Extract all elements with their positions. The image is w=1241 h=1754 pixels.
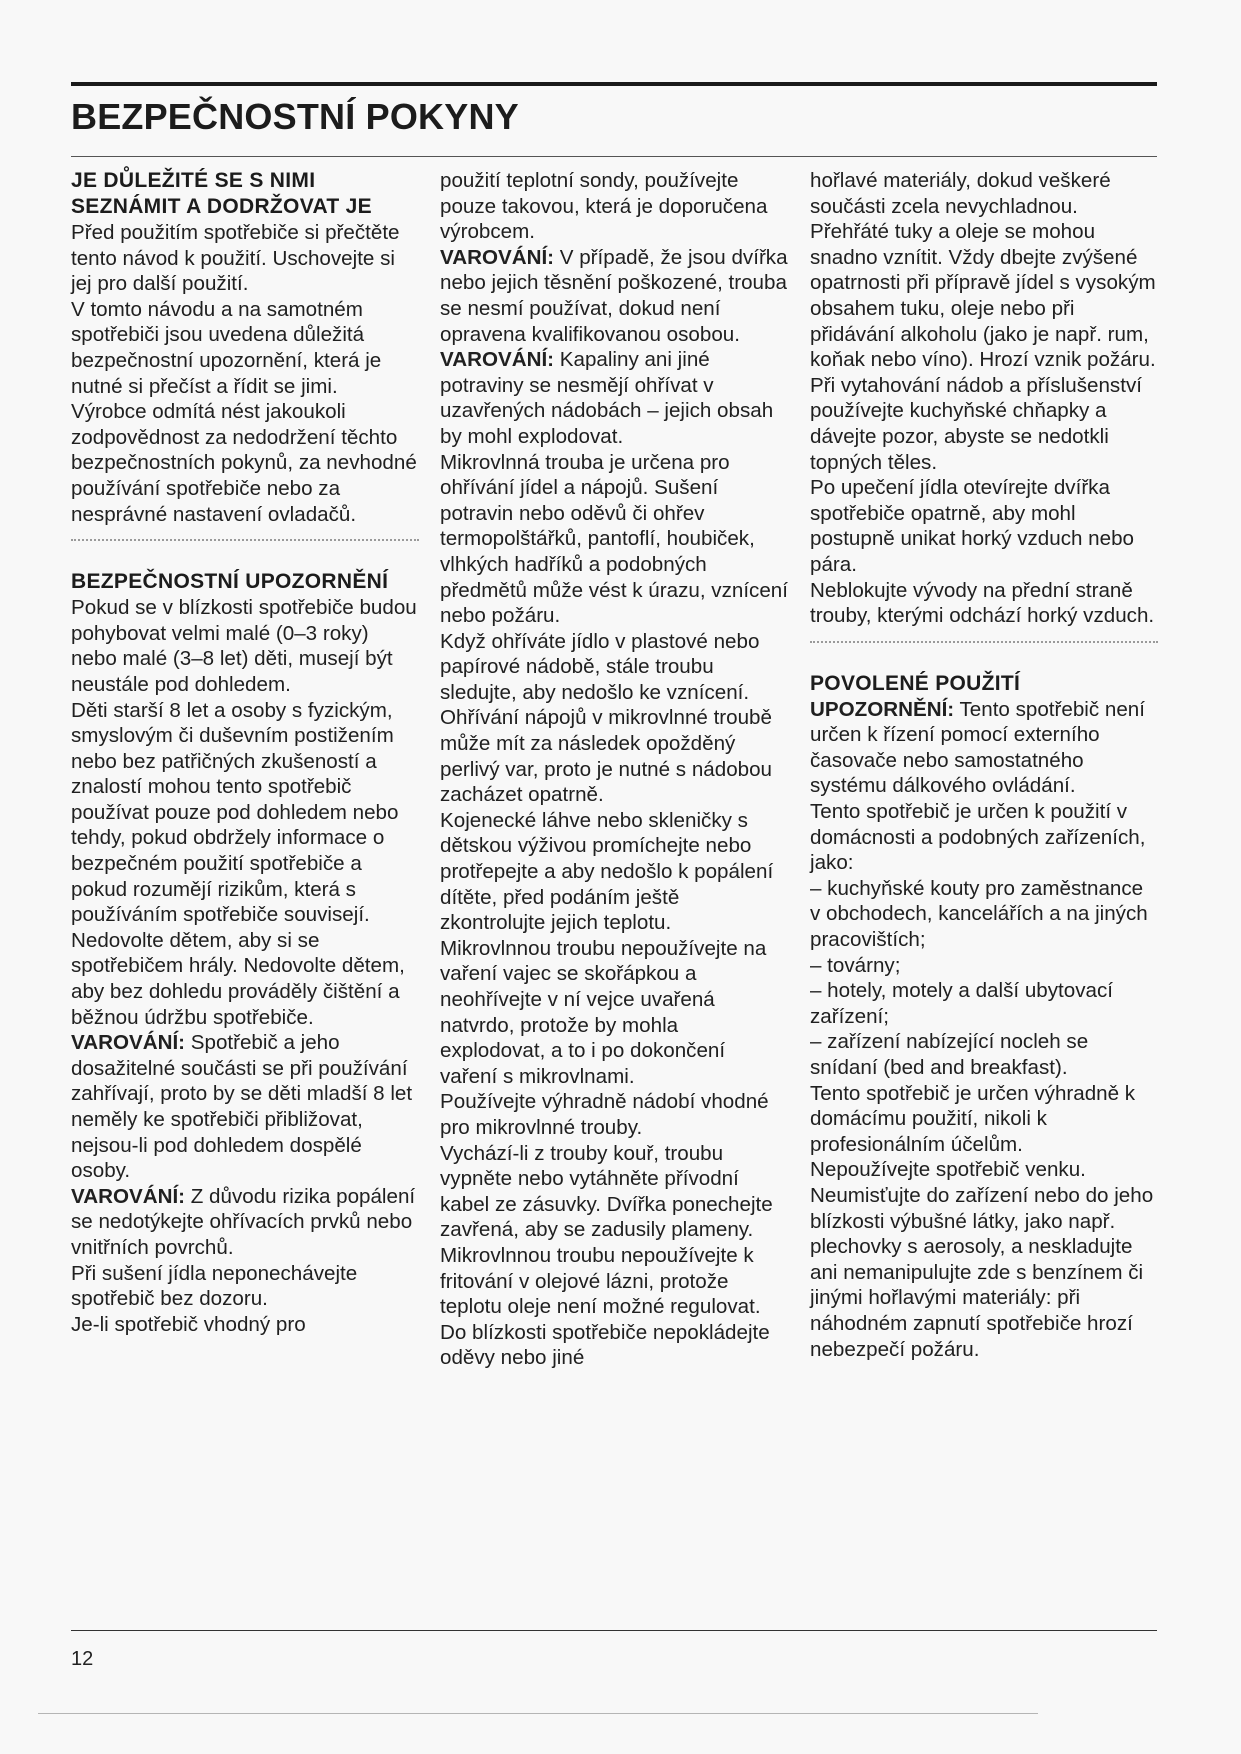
paragraph: Mikrovlnná trouba je určena pro ohřívání jídel a nápojů. Sušení potravin nebo oděvů či ohřev termopolštářků, pantoflí, houbiček, vlhkých hadříků a podobných předmětů může vést k úrazu, vznícení nebo požáru. [440,450,788,628]
warning-label: VAROVÁNÍ: [440,245,555,269]
warning-text: Tento spotřebič není určen k řízení pomocí externího časovače nebo samostatného systému dálkového ovládání. [810,697,1145,798]
dotted-separator [71,539,419,541]
warning-text: Spotřebič a jeho dosažitelné součásti se při používání zahřívají, proto by se děti mladší 8 let neměly ke spotřebiči přibližovat, nejsou-li pod dohledem dospělé osoby. [71,1031,413,1183]
paragraph: Když ohříváte jídlo v plastové nebo papírové nádobě, stále troubu sledujte, aby nedošlo ke vznícení. [440,629,760,704]
warning-paragraph [71,1184,419,1261]
paragraph: Neblokujte vývody na přední straně trouby, kterými odchází horký vzduch. [810,578,1155,628]
warning-text: Kapaliny ani jiné potraviny se nesmějí ohřívat v uzavřených nádobách – jejich obsah by mohl explodovat. [440,348,774,448]
paragraph: Mikrovlnnou troubu nepoužívejte na vaření vajec se skořápkou a neohřívejte v ní vejce uvařená natvrdo, protože by mohla explodovat, a to i po dokončení vaření s mikrovlnami. [440,936,767,1088]
paragraph: Přehřáté tuky a oleje se mohou snadno vznítit. Vždy dbejte zvýšené opatrnosti při přípravě jídel s vysokým obsahem tuku, oleje nebo při přidávání alkoholu (jako je např. rum, koňak nebo víno). Hrozí vznik požáru. [810,220,1156,372]
warning-label: VAROVÁNÍ: [71,1184,186,1208]
column-3 [810,168,1158,1362]
section-heading-safety-warnings: BEZPEČNOSTNÍ UPOZORNĚNÍ [71,570,389,594]
page-number: 12 [71,1648,94,1670]
column-1 [71,168,419,1337]
page-title: BEZPEČNOSTNÍ POKYNY [71,96,519,137]
paragraph: Výrobce odmítá nést jakoukoli zodpovědnost za nedodržení těchto bezpečnostních pokynů, za nevhodné používání spotřebiče nebo za nesprávné nastavení ovladačů. [71,400,417,526]
dotted-separator [810,641,1158,643]
list-item: – hotely, motely a další ubytovací zařízení; [810,979,1113,1028]
warning-text: Z důvodu rizika popálení se nedotýkejte ohřívacích prvků nebo vnitřních povrchů. [71,1184,416,1259]
paragraph: Po upečení jídla otevírejte dvířka spotřebiče opatrně, aby mohl postupně unikat horký vzduch nebo pára. [810,476,1134,576]
list-item: – zařízení nabízející nocleh se snídaní (bed and breakfast). [810,1030,1089,1079]
warning-label: VAROVÁNÍ: [440,348,555,372]
section-heading-important: JE DŮLEŽITÉ SE S NIMI SEZNÁMIT A DODRŽOVAT JE [71,169,372,218]
paragraph: Do blízkosti spotřebiče nepokládejte oděvy nebo jiné [440,1320,770,1370]
paragraph: hořlavé materiály, dokud veškeré součásti zcela nevychladnou. [810,169,1111,218]
paragraph: Nepoužívejte spotřebič venku. [810,1158,1086,1182]
paragraph: Ohřívání nápojů v mikrovlnné troubě může mít za následek opožděný perlivý var, proto je nutné s nádobou zacházet opatrně. [440,706,773,807]
list-item: – kuchyňské kouty pro zaměstnance v obchodech, kancelářích a na jiných pracovištích; [810,876,1148,952]
title-divider [71,156,1157,157]
paragraph: Používejte výhradně nádobí vhodné pro mikrovlnné trouby. [440,1090,769,1139]
section-heading-permitted-use: POVOLENÉ POUŽITÍ [810,671,1021,695]
paragraph: Je-li spotřebič vhodný pro [71,1312,306,1336]
paragraph: použití teplotní sondy, používejte pouze takovou, která je doporučena výrobcem. [440,169,768,244]
paragraph: Tento spotřebič je určen k použití v domácnosti a podobných zařízeních, jako: [810,800,1146,875]
scan-edge-line [38,1713,1038,1714]
column-2 [440,168,788,1371]
list-item: – továrny; [810,953,901,977]
warning-label: UPOZORNĚNÍ: [810,697,955,721]
paragraph: Při vytahování nádob a příslušenství používejte kuchyňské chňapky a dávejte pozor, abyste se nedotkli topných těles. [810,373,1142,474]
warning-paragraph [810,697,1158,799]
paragraph: V tomto návodu a na samotném spotřebiči jsou uvedena důležitá bezpečnostní upozornění, která je nutné si přečíst a řídit se jimi. [71,297,382,398]
paragraph: Vychází-li z trouby kouř, troubu vypněte nebo vytáhněte přívodní kabel ze zásuvky. Dvířka ponechejte zavřená, aby se zadusily plameny. [440,1141,773,1242]
manual-page [71,0,1157,1754]
paragraph: Před použitím spotřebiče si přečtěte tento návod k použití. Uschovejte si jej pro další použití. [71,221,400,296]
paragraph: Děti starší 8 let a osoby s fyzickým, smyslovým či duševním postižením nebo bez patřičných zkušeností a znalostí mohou tento spotřebič používat pouze pod dohledem nebo tehdy, pokud obdržely informace o bezpečném použití spotřebiče a pokud rozumějí rizikům, která s používáním spotřebiče souvisejí. Nedovolte dětem, aby si se spotřebičem hrály. Nedovolte dětem, aby bez dohledu prováděly čištění a běžnou údržbu spotřebiče. [71,698,405,1029]
paragraph: Neumisťujte do zařízení nebo do jeho blízkosti výbušné látky, jako např. plechovky s aerosoly, a neskladujte ani nemanipulujte zde s benzínem či jinými hořlavými materiály: při náhodném zapnutí spotřebiče hrozí nebezpečí požáru. [810,1183,1154,1361]
top-rule [71,82,1157,86]
paragraph: Tento spotřebič je určen výhradně k domácímu použití, nikoli k profesionálním účelům. [810,1081,1136,1156]
paragraph: Pokud se v blízkosti spotřebiče budou pohybovat velmi malé (0–3 roky) nebo malé (3–8 let) děti, musejí být neustále pod dohledem. [71,596,417,696]
paragraph: Při sušení jídla neponechávejte spotřebič bez dozoru. [71,1261,358,1311]
paragraph: Mikrovlnnou troubu nepoužívejte k fritování v olejové lázni, protože teplotu oleje není možné regulovat. [440,1243,761,1319]
paragraph: Kojenecké láhve nebo skleničky s dětskou výživou promíchejte nebo protřepejte a aby nedošlo k popálení dítěte, před podáním ještě zkontrolujte jejich teplotu. [440,808,774,935]
footer-rule [71,1630,1157,1631]
warning-text: V případě, že jsou dvířka nebo jejich těsnění poškozené, trouba se nesmí používat, dokud není opravena kvalifikovanou osobou. [440,245,788,346]
warning-paragraph [440,347,788,449]
warning-paragraph [71,1030,419,1184]
warning-paragraph [440,245,788,347]
warning-label: VAROVÁNÍ: [71,1031,186,1055]
